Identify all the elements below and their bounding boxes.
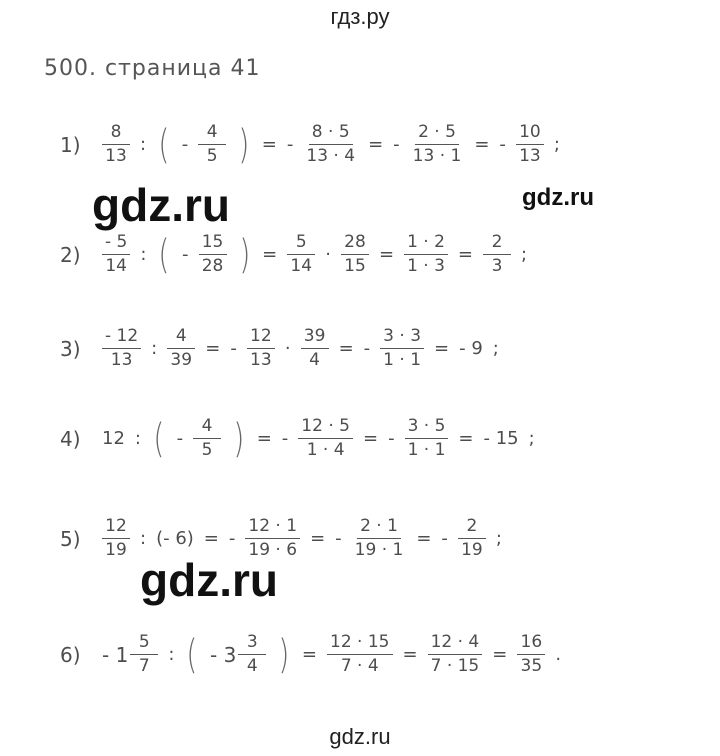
division-sign: :: [140, 244, 147, 265]
fraction: [301, 328, 329, 369]
fraction: [404, 234, 448, 275]
fraction: [102, 124, 130, 165]
problem-number: 2): [60, 242, 81, 267]
denominator: 19: [461, 540, 483, 560]
close-paren: ): [238, 121, 250, 168]
equals-sign: =: [261, 134, 277, 155]
equals-sign: =: [262, 244, 278, 265]
minus-sign: -: [182, 244, 189, 265]
numerator: 16: [517, 634, 545, 655]
problem-2: [60, 231, 528, 278]
end-mark: ;: [528, 428, 535, 449]
open-paren: (: [186, 631, 198, 678]
mixed-number: [102, 634, 158, 675]
numerator: 15: [199, 234, 227, 255]
denominator: 13: [105, 146, 127, 166]
numerator: 2 · 5: [415, 124, 459, 145]
numerator: 3: [238, 634, 266, 655]
numerator: 4: [198, 124, 226, 145]
equals-sign: =: [338, 338, 354, 359]
site-footer-link[interactable]: gdz.ru: [329, 724, 391, 749]
whole-part: - 3: [210, 642, 237, 667]
denominator: 7: [138, 656, 150, 676]
minus-sign: -: [388, 428, 395, 449]
denominator: 28: [201, 256, 224, 276]
problem-number: 4): [60, 426, 81, 451]
denominator: 13: [519, 146, 541, 166]
result-value: - 9: [459, 338, 483, 359]
denominator: 7 · 4: [340, 656, 379, 676]
equals-sign: =: [310, 528, 326, 549]
numerator: 4: [167, 328, 195, 349]
equals-sign: =: [474, 134, 490, 155]
denominator: 7 · 15: [430, 656, 480, 676]
fraction: [458, 518, 486, 559]
problem-number: 6): [60, 642, 81, 667]
minus-sign: -: [441, 528, 448, 549]
fraction: [102, 518, 130, 559]
problem-number: 1): [60, 132, 81, 157]
denominator: 19 · 1: [354, 540, 404, 560]
problem-3: [60, 328, 499, 369]
open-paren: (: [158, 121, 170, 168]
numerator: - 5: [102, 234, 130, 255]
fraction: [483, 234, 511, 275]
denominator: 1 · 1: [383, 350, 422, 370]
denominator: 13: [110, 350, 133, 370]
open-paren: (: [158, 231, 170, 278]
division-sign: :: [140, 134, 147, 155]
denominator: 15: [344, 256, 366, 276]
denominator: 1 · 4: [306, 440, 345, 460]
denominator: 3: [491, 256, 503, 276]
denominator: 4: [246, 656, 258, 676]
denominator: 5: [206, 146, 218, 166]
whole-part: - 1: [102, 642, 129, 667]
fraction: [102, 328, 141, 369]
end-mark: ;: [521, 244, 528, 265]
mixed-number: [210, 634, 266, 675]
division-sign: :: [134, 428, 141, 449]
fraction: [405, 418, 449, 459]
equals-sign: =: [458, 428, 474, 449]
numerator: 3 · 3: [380, 328, 424, 349]
numerator: 12 · 5: [298, 418, 353, 439]
numerator: 10: [516, 124, 544, 145]
problem-number: 5): [60, 526, 81, 551]
minus-sign: -: [393, 134, 400, 155]
fraction: [193, 418, 221, 459]
equals-sign: =: [362, 428, 379, 449]
numerator: 12: [102, 518, 130, 539]
fraction: [428, 634, 483, 675]
numerator: 1 · 2: [404, 234, 448, 255]
equals-sign: =: [457, 244, 474, 265]
whole-number: 12: [102, 428, 125, 449]
division-sign: :: [151, 338, 158, 359]
fraction: [341, 234, 369, 275]
numerator: 8 · 5: [309, 124, 353, 145]
equals-sign: =: [434, 338, 450, 359]
end-mark: ;: [492, 338, 499, 359]
minus-sign: -: [230, 338, 237, 359]
equals-sign: =: [368, 134, 384, 155]
minus-sign: -: [499, 134, 506, 155]
watermark: gdz.ru: [92, 179, 230, 231]
equals-sign: =: [402, 644, 418, 665]
exercise-heading: 500. страница 41: [44, 56, 261, 81]
fraction: [245, 518, 300, 559]
problem-number: 3): [60, 336, 81, 361]
close-paren: ): [238, 231, 250, 278]
denominator: 13: [250, 350, 272, 370]
equals-sign: =: [301, 644, 318, 665]
end-mark: .: [555, 644, 562, 665]
fraction: [380, 328, 424, 369]
fraction: [410, 124, 465, 165]
fraction: [517, 634, 545, 675]
fraction: [327, 634, 392, 675]
result-value: - 15: [483, 428, 519, 449]
problem-1: [60, 121, 560, 168]
numerator: 2: [483, 234, 511, 255]
fraction: [247, 328, 275, 369]
fraction: [167, 328, 195, 369]
equals-sign: =: [205, 338, 221, 359]
denominator: 19: [105, 540, 127, 560]
problem-5: [60, 518, 502, 559]
fraction: [516, 124, 544, 165]
numerator: 12 · 15: [327, 634, 392, 655]
site-header-title[interactable]: гдз.ру: [330, 4, 390, 29]
denominator: 13 · 4: [306, 146, 356, 166]
numerator: - 12: [102, 328, 141, 349]
numerator: 12 · 4: [428, 634, 483, 655]
minus-sign: -: [335, 528, 342, 549]
equals-sign: =: [203, 528, 219, 549]
denominator: 14: [290, 256, 313, 276]
denominator: 5: [201, 440, 213, 460]
division-sign: :: [168, 644, 175, 665]
fraction: [198, 124, 226, 165]
numerator: 12 · 1: [245, 518, 300, 539]
fraction: [287, 234, 315, 275]
fraction: [199, 234, 227, 275]
bracketed-number: (- 6): [156, 528, 194, 549]
denominator: 19 · 6: [248, 540, 298, 560]
minus-sign: -: [363, 338, 371, 359]
minus-sign: -: [228, 528, 236, 549]
numerator: 3 · 5: [405, 418, 449, 439]
minus-sign: -: [181, 134, 189, 155]
fraction: [238, 634, 266, 675]
division-sign: :: [140, 528, 147, 549]
fraction: [130, 634, 158, 675]
denominator: 39: [170, 350, 193, 370]
watermark: gdz.ru: [522, 184, 594, 211]
multiplication-dot: ·: [325, 244, 331, 265]
equals-sign: =: [416, 528, 432, 549]
denominator: 35: [520, 656, 543, 676]
numerator: 28: [341, 234, 369, 255]
problem-4: [60, 415, 535, 462]
numerator: 39: [301, 328, 329, 349]
denominator: 14: [105, 256, 127, 276]
end-mark: ;: [553, 134, 560, 155]
equals-sign: =: [492, 644, 508, 665]
denominator: 13 · 1: [412, 146, 462, 166]
numerator: 4: [193, 418, 221, 439]
minus-sign: -: [281, 428, 289, 449]
close-paren: ): [233, 415, 245, 462]
end-mark: ;: [495, 528, 502, 549]
numerator: 8: [102, 124, 130, 145]
fraction: [298, 418, 353, 459]
open-paren: (: [153, 415, 165, 462]
watermark: gdz.ru: [140, 554, 278, 606]
denominator: 1 · 1: [407, 440, 446, 460]
denominator: 1 · 3: [407, 256, 445, 276]
problem-6: [60, 631, 562, 678]
fraction: [352, 518, 407, 559]
numerator: 5: [130, 634, 158, 655]
denominator: 4: [309, 350, 320, 370]
equals-sign: =: [256, 428, 272, 449]
numerator: 2 · 1: [357, 518, 401, 539]
numerator: 2: [458, 518, 486, 539]
numerator: 5: [287, 234, 315, 255]
numerator: 12: [247, 328, 275, 349]
multiplication-dot: ·: [284, 338, 291, 359]
close-paren: ): [278, 631, 290, 678]
minus-sign: -: [176, 428, 184, 449]
fraction: [102, 234, 130, 275]
minus-sign: -: [286, 134, 294, 155]
equals-sign: =: [378, 244, 395, 265]
fraction: [303, 124, 358, 165]
